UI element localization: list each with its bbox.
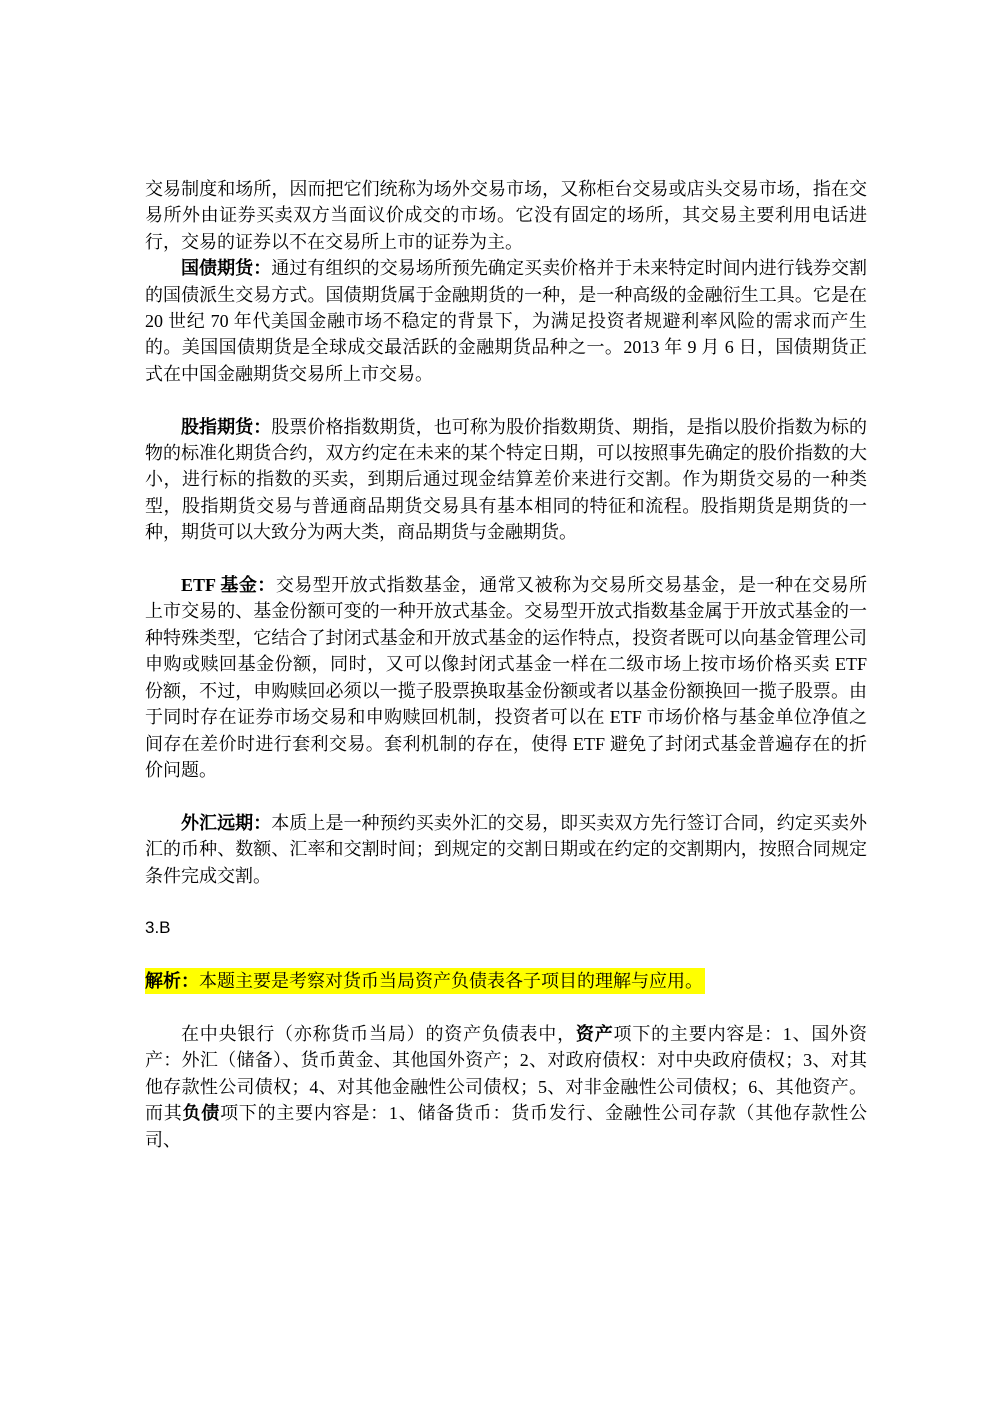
analysis-label: 解析： bbox=[145, 971, 199, 992]
term-fx-forward-label: 外汇远期： bbox=[181, 812, 272, 833]
paragraph-fx-forward-text: 本质上是一种预约买卖外汇的交易，即买卖双方先行签订合同，约定买卖外汇的币种、数额、汇率和交割时间；到规定的交割日期或在约定的交割期内，按照合同规定条件完成交割。 bbox=[145, 812, 868, 886]
paragraph-treasury-futures-text: 通过有组织的交易场所预先确定买卖价格并于未来特定时间内进行钱券交割的国债派生交易方式。国债期货属于金融期货的一种，是一种高级的金融衍生工具。它是在 20 世纪 70 年代美国金融市场不稳定的背景下，为满足投资者规避利率风险的需求而产生的。美国国债期货是全球成交最活跃的金融期货品种之一。2013 年 9 月 6 日，国债期货正式在中国金融期货交易所上市交易。 bbox=[145, 258, 868, 384]
analysis-highlight bbox=[145, 968, 705, 994]
paragraph-central-bank-balance-sheet bbox=[145, 1021, 867, 1153]
answer-line bbox=[145, 915, 867, 941]
term-treasury-futures-label: 国债期货： bbox=[181, 258, 272, 279]
paragraph-etf-fund-text: 交易型开放式指数基金，通常又被称为交易所交易基金，是一种在交易所上市交易的、基金份额可变的一种开放式基金。交易型开放式指数基金属于开放式基金的一种特殊类型，它结合了封闭式基金和开放式基金的运作特点，投资者既可以向基金管理公司申购或赎回基金份额，同时，又可以像封闭式基金一样在二级市场上按市场价格买卖 ETF 份额，不过，申购赎回必须以一揽子股票换取基金份额或者以基金份额换回一揽子股票。由于同时存在证券市场交易和申购赎回机制，投资者可以在 ETF 市场价格与基金单位净值之间存在差价时进行套利交易。套利机制的存在，使得 ETF 避免了封闭式基金普遍存在的折价问题。 bbox=[145, 575, 868, 780]
paragraph-fx-forward bbox=[145, 810, 867, 889]
liabilities-term: 负债 bbox=[182, 1103, 221, 1124]
term-stock-index-futures-label: 股指期货： bbox=[181, 416, 272, 437]
paragraph-stock-index-futures-text: 股票价格指数期货，也可称为股价指数期货、期指，是指以股价指数为标的物的标准化期货合约，双方约定在未来的某个特定日期，可以按照事先确定的股价指数的大小，进行标的指数的买卖，到期后通过现金结算差价来进行交割。作为期货交易的一种类型，股指期货交易与普通商品期货交易具有基本相同的特征和流程。股指期货是期货的一种，期货可以大致分为两大类，商品期货与金融期货。 bbox=[145, 416, 868, 543]
answer-label: 3.B bbox=[145, 918, 171, 938]
analysis-line bbox=[145, 968, 867, 994]
paragraph-treasury-futures bbox=[145, 255, 867, 387]
assets-term: 资产 bbox=[575, 1023, 614, 1044]
balance-sheet-seg2: 项下的主要内容是：1、国外资产：外汇（储备）、货币黄金、其他国外资产；2、对政府债权：对中央政府债权；3、对其他存款性公司债权；4、对其他金融性公司债权；5、对非金融性公司债权；6、其他资产。而其 bbox=[145, 1023, 868, 1124]
balance-sheet-seg3: 项下的主要内容是：1、储备货币：货币发行、金融性公司存款（其他存款性公司、 bbox=[145, 1103, 868, 1150]
term-etf-fund-label: ETF 基金： bbox=[181, 575, 276, 596]
analysis-text: 本题主要是考察对货币当局资产负债表各子项目的理解与应用。 bbox=[199, 971, 703, 992]
paragraph-stock-index-futures bbox=[145, 414, 867, 546]
paragraph-otc-market-text: 交易制度和场所，因而把它们统称为场外交易市场，又称柜台交易或店头交易市场，指在交易所外由证券买卖双方当面议价成交的市场。它没有固定的场所，其交易主要利用电话进行，交易的证券以不在交易所上市的证券为主。 bbox=[145, 179, 867, 252]
balance-sheet-seg1: 在中央银行（亦称货币当局）的资产负债表中， bbox=[181, 1023, 576, 1044]
paragraph-etf-fund bbox=[145, 572, 867, 783]
document-content bbox=[145, 176, 867, 1153]
paragraph-otc-market bbox=[145, 176, 867, 255]
